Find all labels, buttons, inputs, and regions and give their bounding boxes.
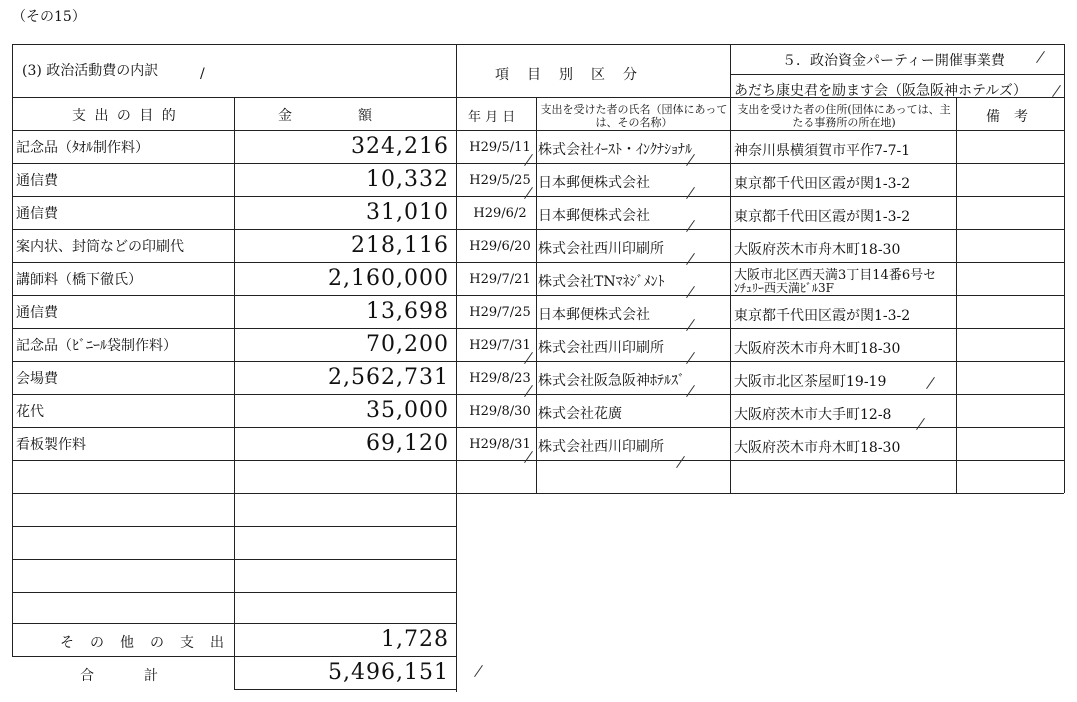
total-amount: 5,496,151 (328, 660, 449, 685)
row-date: H29/7/25 (469, 305, 531, 320)
row-amount: 13,698 (366, 299, 449, 324)
row-date: H29/5/11 (469, 140, 531, 155)
section-title: (3) 政治活動費の内訳 (22, 63, 159, 79)
row-recipient-address: 東京都千代田区霞が関1-3-2 (734, 308, 911, 324)
row-date: H29/8/30 (469, 404, 531, 419)
row-recipient-name: 日本郵便株式会社 (538, 208, 650, 224)
row-purpose: 会場費 (16, 371, 58, 387)
row-recipient-address: 大阪府茨木市舟木町18-30 (734, 242, 901, 258)
other-expenditure-amount: 1,728 (381, 627, 449, 652)
row-recipient-name: 株式会社TNﾏﾈｼﾞﾒﾝﾄ (538, 274, 665, 290)
row-purpose: 講師料（橋下徹氏） (16, 272, 142, 288)
row-recipient-address: 大阪市北区茶屋町19-19 (734, 374, 887, 390)
row-date: H29/8/23 (469, 371, 531, 386)
row-recipient-address: 東京都千代田区霞が関1-3-2 (734, 176, 911, 192)
row-amount: 31,010 (366, 200, 449, 225)
row-amount: 218,116 (351, 233, 449, 258)
row-purpose: 通信費 (16, 173, 58, 189)
row-amount: 35,000 (366, 398, 449, 423)
row-date: H29/7/31 (469, 338, 531, 353)
row-amount: 69,120 (366, 431, 449, 456)
column-header-purpose: 支 出 の 目 的 (72, 108, 178, 124)
check-mark: / (200, 66, 205, 82)
column-header-recipient-address: 支出を受けた者の住所(団体にあっては、主たる事務所の所在地) (737, 103, 951, 129)
row-recipient-name: 株式会社阪急阪神ﾎﾃﾙｽﾞ (538, 373, 685, 389)
row-recipient-address: 東京都千代田区霞が関1-3-2 (734, 209, 911, 225)
category-header: 項 目 別 区 分 (495, 67, 639, 83)
row-amount: 2,562,731 (328, 365, 449, 390)
row-date: H29/6/2 (473, 206, 527, 221)
row-purpose: 看板製作料 (16, 437, 86, 453)
row-recipient-address: 大阪府茨木市舟木町18-30 (734, 440, 901, 456)
row-recipient-address: 神奈川県横須賀市平作7-7-1 (734, 143, 911, 159)
row-recipient-name: 日本郵便株式会社 (538, 307, 650, 323)
row-recipient-address: 大阪市北区西天満3丁目14番6号セ (734, 268, 937, 283)
row-amount: 70,200 (366, 332, 449, 357)
row-recipient-address-line2: ﾝﾁｭﾘｰ西天満ﾋﾞﾙ3F (734, 281, 834, 295)
row-purpose: 記念品（ﾋﾞﾆｰﾙ袋制作料） (16, 338, 177, 354)
row-purpose: 案内状、封筒などの印刷代 (16, 239, 184, 255)
column-header-date: 年 月 日 (468, 110, 516, 125)
row-date: H29/5/25 (469, 173, 531, 188)
row-purpose: 記念品（ﾀｵﾙ制作料） (16, 140, 149, 156)
column-header-amount: 金 額 (278, 108, 374, 124)
column-header-recipient-name: 支出を受けた者の氏名（団体にあっては、その名称） (540, 103, 728, 129)
row-recipient-name: 株式会社花廣 (538, 406, 622, 422)
total-label: 合 計 (80, 668, 160, 684)
row-recipient-name: 株式会社西川印刷所 (538, 340, 664, 356)
row-date: H29/7/21 (469, 272, 531, 287)
row-purpose: 通信費 (16, 305, 58, 321)
other-expenditure-label: そ の 他 の 支 出 (60, 635, 225, 651)
row-recipient-address: 大阪府茨木市大手町12-8 (734, 407, 892, 423)
row-recipient-name: 株式会社ｲｰｽﾄ・ｲﾝｸﾅｼｮﾅﾙ (538, 142, 692, 158)
row-amount: 10,332 (366, 167, 449, 192)
column-header-remarks: 備 考 (986, 109, 1028, 125)
row-amount: 2,160,000 (328, 266, 449, 291)
row-date: H29/8/31 (469, 437, 531, 452)
row-recipient-name: 日本郵便株式会社 (538, 175, 650, 191)
category-name: ５．政治資金パーティー開催事業費 (782, 53, 1005, 69)
page-label: （その15） (12, 9, 86, 25)
row-amount: 324,216 (351, 134, 449, 159)
row-date: H29/6/20 (469, 239, 531, 254)
row-recipient-name: 株式会社西川印刷所 (538, 439, 664, 455)
row-purpose: 花代 (16, 404, 44, 420)
row-recipient-address: 大阪府茨木市舟木町18-30 (734, 341, 901, 357)
party-name: あだち康史君を励ます会（阪急阪神ホテルズ） (734, 83, 1027, 99)
row-purpose: 通信費 (16, 206, 58, 222)
row-recipient-name: 株式会社西川印刷所 (538, 241, 664, 257)
